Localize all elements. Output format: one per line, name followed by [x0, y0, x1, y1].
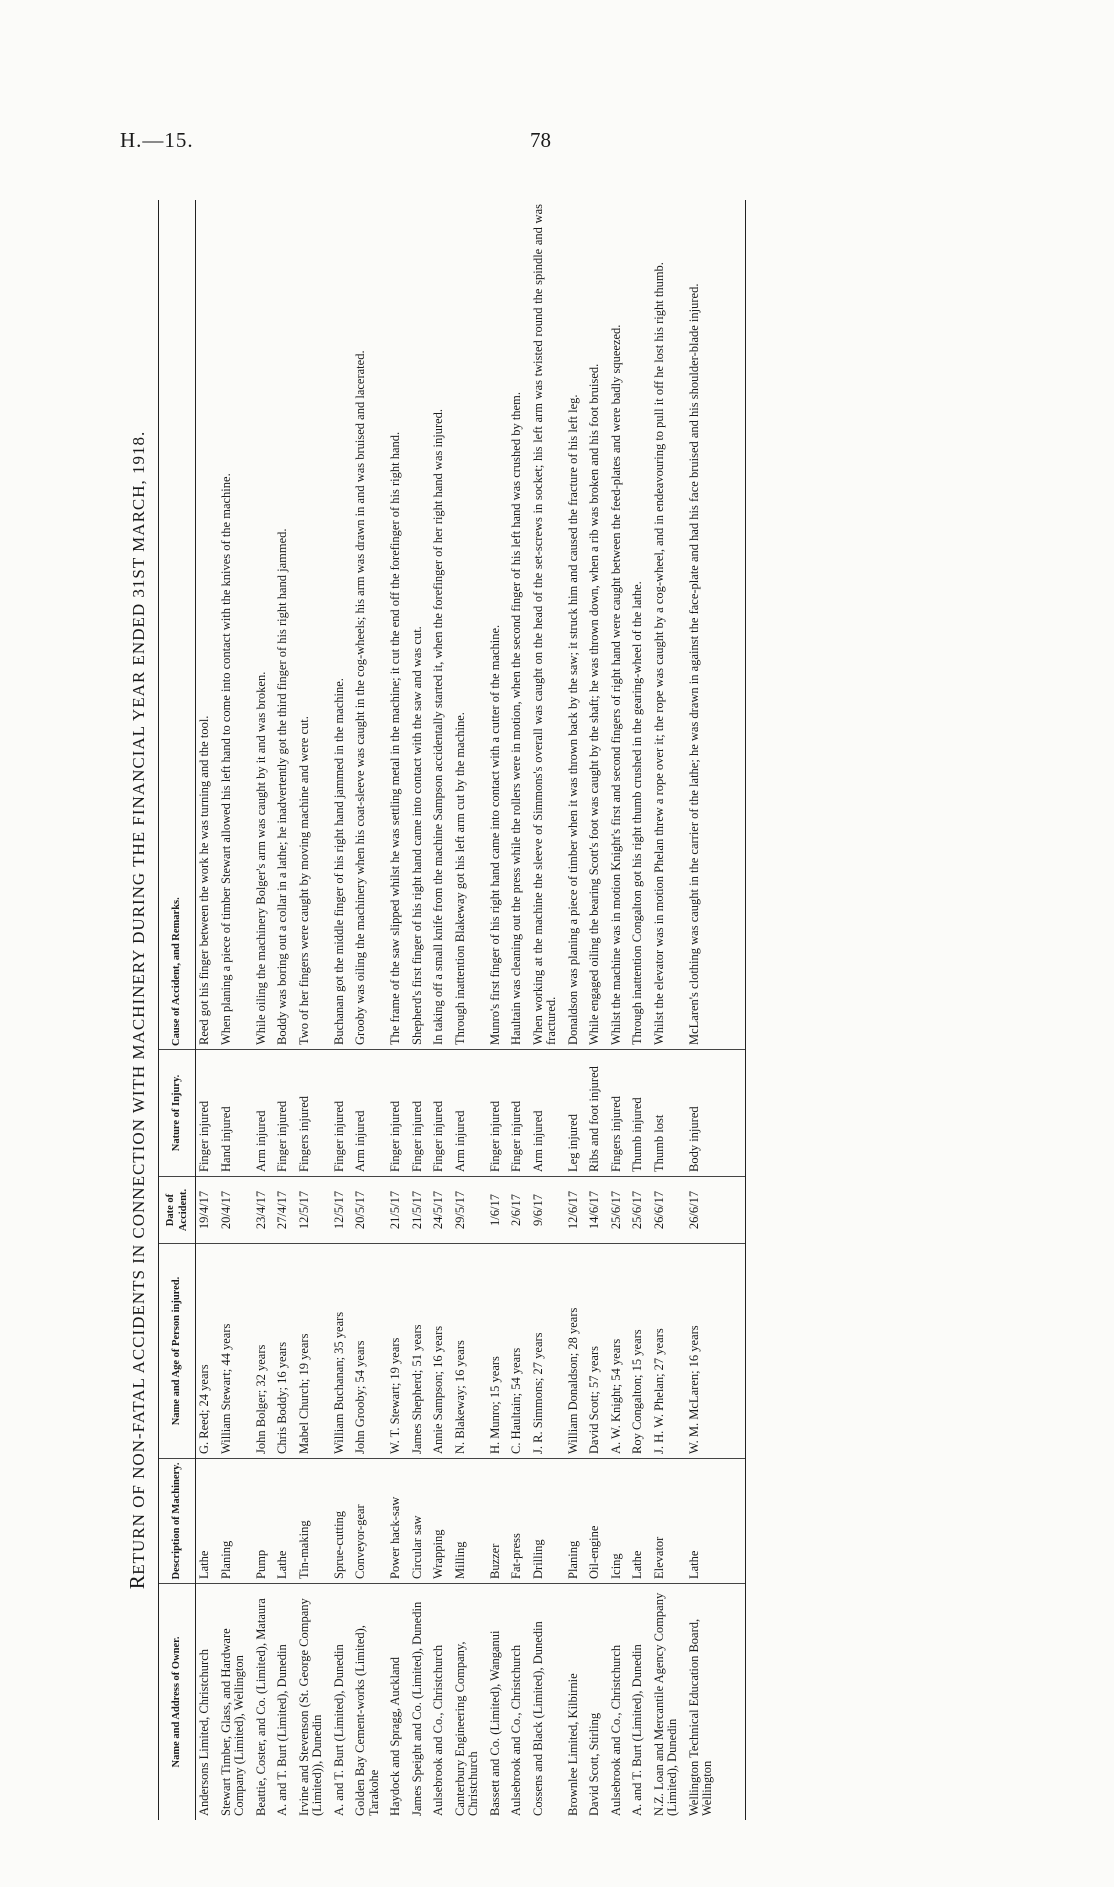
machinery-cell: Sprue-cutting: [331, 1459, 353, 1584]
person-cell: W. M. McLaren; 16 years: [686, 1244, 746, 1459]
date-cell: 21/5/17: [387, 1177, 409, 1244]
date-cell: 29/5/17: [452, 1177, 487, 1244]
date-cell: 12/5/17: [296, 1177, 331, 1244]
cause-cell: Munro's first finger of his right hand came into contact with a cutter of the machine.: [487, 200, 509, 1050]
table-row: [253, 200, 275, 1820]
cause-cell: Haultain was cleaning out the press while the rollers were in motion, when the second finger of his left hand was crushed by them.: [508, 200, 530, 1050]
table-row: [508, 200, 530, 1820]
person-cell: W. T. Stewart; 19 years: [387, 1244, 409, 1459]
owner-cell: Aulsebrook and Co., Christchurch: [608, 1644, 623, 1816]
cause-cell: Whilst the machine was in motion Knight's first and second fingers of right hand were caught between the feed-plates and were badly squeezed.: [608, 200, 630, 1050]
owner-cell: Brownlee Limited, Kilbirnie: [565, 1673, 580, 1816]
date-cell: 20/4/17: [218, 1177, 253, 1244]
accidents-table: [158, 200, 746, 1820]
date-cell: 24/5/17: [430, 1177, 452, 1244]
machinery-cell: Fat-press: [508, 1459, 530, 1584]
table-row: [274, 200, 296, 1820]
cause-cell: Grooby was oiling the machinery when his coat-sleeve was caught in the cog-wheels; his arm was drawn in and was bruised and lacerated.: [352, 200, 387, 1050]
table-row: [352, 200, 387, 1820]
cause-cell: In taking off a small knife from the machine Sampson accidentally started it, when the forefinger of her right hand was injured.: [430, 200, 452, 1050]
nature-cell: Fingers injured: [296, 1050, 331, 1177]
title-lead: R: [125, 1574, 149, 1590]
table-row: [586, 200, 608, 1820]
person-cell: Chris Boddy; 16 years: [274, 1244, 296, 1459]
cause-cell: Shepherd's first finger of his right hand came into contact with the saw and was cut.: [409, 200, 431, 1050]
table-row: [651, 200, 686, 1820]
date-cell: 14/6/17: [586, 1177, 608, 1244]
owner-cell: Cossens and Black (Limited), Dunedin: [530, 1621, 545, 1816]
person-cell: C. Haultain; 54 years: [508, 1244, 530, 1459]
person-cell: James Shepherd; 51 years: [409, 1244, 431, 1459]
person-cell: A. W. Knight; 54 years: [608, 1244, 630, 1459]
owner-cell: A. and T. Burt (Limited), Dunedin: [331, 1644, 346, 1816]
machinery-cell: Lathe: [196, 1459, 218, 1584]
date-cell: 19/4/17: [196, 1177, 218, 1244]
rotated-table-block: [120, 200, 950, 1820]
nature-cell: Arm injured: [352, 1050, 387, 1177]
machinery-cell: Tin-making: [296, 1459, 331, 1584]
machinery-cell: Drilling: [530, 1459, 565, 1584]
nature-cell: Leg injured: [565, 1050, 587, 1177]
machinery-cell: Wrapping: [430, 1459, 452, 1584]
table-row: [409, 200, 431, 1820]
nature-cell: Finger injured: [487, 1050, 509, 1177]
date-cell: 26/6/17: [651, 1177, 686, 1244]
date-cell: 26/6/17: [686, 1177, 746, 1244]
owner-cell: Wellington Technical Education Board, Wellington: [686, 1584, 746, 1821]
date-cell: 20/5/17: [352, 1177, 387, 1244]
owner-cell: James Speight and Co. (Limited), Dunedin: [409, 1601, 424, 1816]
nature-cell: Arm injured: [452, 1050, 487, 1177]
nature-cell: Finger injured: [196, 1050, 218, 1177]
owner-cell: N.Z. Loan and Mercantile Agency Company (Limited), Dunedin: [651, 1592, 679, 1816]
page-number: 78: [530, 128, 551, 152]
nature-cell: Arm injured: [253, 1050, 275, 1177]
nature-cell: Thumb lost: [651, 1050, 686, 1177]
machinery-cell: Milling: [452, 1459, 487, 1584]
date-cell: 23/4/17: [253, 1177, 275, 1244]
machinery-cell: Elevator: [651, 1459, 686, 1584]
nature-cell: Thumb injured: [629, 1050, 651, 1177]
machinery-cell: Power hack-saw: [387, 1459, 409, 1584]
table-row: [218, 200, 253, 1820]
nature-cell: Body injured: [686, 1050, 746, 1177]
person-cell: Annie Sampson; 16 years: [430, 1244, 452, 1459]
nature-cell: Fingers injured: [608, 1050, 630, 1177]
col-owner-header: Name and Address of Owner.: [159, 1584, 196, 1821]
person-cell: John Grooby; 54 years: [352, 1244, 387, 1459]
cause-cell: When planing a piece of timber Stewart allowed his left hand to come into contact with the knives of the machine.: [218, 200, 253, 1050]
cause-cell: Buchanan got the middle finger of his right hand jammed in the machine.: [331, 200, 353, 1050]
person-cell: William Donaldson; 28 years: [565, 1244, 587, 1459]
col-nature-header: Nature of Injury.: [159, 1050, 196, 1177]
date-cell: 27/4/17: [274, 1177, 296, 1244]
col-person-header: Name and Age of Person injured.: [159, 1244, 196, 1459]
machinery-cell: Planing: [565, 1459, 587, 1584]
nature-cell: Arm injured: [530, 1050, 565, 1177]
title-text: ETURN OF NON-FATAL ACCIDENTS IN CONNECTION WITH MACHINERY DURING THE FINANCIAL YEAR ENDED 31ST MARCH, 1918.: [129, 430, 148, 1575]
cause-cell: Whilst the elevator was in motion Phelan threw a rope over it; the rope was caught by a cog-wheel, and in endeavouring to pull it off he lost his right thumb.: [651, 200, 686, 1050]
owner-cell: Golden Bay Cement-works (Limited), Tarakohe: [353, 1625, 381, 1816]
table-row: [196, 200, 218, 1820]
person-cell: J. H. W. Phelan; 27 years: [651, 1244, 686, 1459]
table-row: [530, 200, 565, 1820]
person-cell: J. R. Simmons; 27 years: [530, 1244, 565, 1459]
machinery-cell: Lathe: [274, 1459, 296, 1584]
table-title: [120, 200, 154, 1820]
table-row: [430, 200, 452, 1820]
table-body: [196, 200, 746, 1820]
person-cell: William Stewart; 44 years: [218, 1244, 253, 1459]
owner-cell: Bassett and Co. (Limited), Wanganui: [487, 1630, 502, 1816]
machinery-cell: Lathe: [629, 1459, 651, 1584]
cause-cell: While engaged oiling the bearing Scott's foot was caught by the shaft; he was thrown down, when a rib was broken and his foot bruised.: [586, 200, 608, 1050]
person-cell: G. Reed; 24 years: [196, 1244, 218, 1459]
date-cell: 12/6/17: [565, 1177, 587, 1244]
table-row: [487, 200, 509, 1820]
table-row: [608, 200, 630, 1820]
owner-cell: Stewart Timber, Glass, and Hardware Company (Limited), Wellington: [218, 1628, 246, 1816]
table-row: [565, 200, 587, 1820]
person-cell: H. Munro; 15 years: [487, 1244, 509, 1459]
cause-cell: Two of her fingers were caught by moving machine and were cut.: [296, 200, 331, 1050]
person-cell: John Bolger; 32 years: [253, 1244, 275, 1459]
owner-cell: A. and T. Burt (Limited), Dunedin: [630, 1644, 644, 1816]
table-row: [331, 200, 353, 1820]
cause-cell: Through inattention Blakeway got his left arm cut by the machine.: [452, 200, 487, 1050]
machinery-cell: Icing: [608, 1459, 630, 1584]
owner-cell: Aulsebrook and Co., Christchurch: [431, 1644, 445, 1816]
machinery-cell: Lathe: [686, 1459, 746, 1584]
owner-cell: Aulsebrook and Co., Christchurch: [509, 1644, 523, 1816]
machinery-cell: Conveyor-gear: [352, 1459, 387, 1584]
owner-cell: Beattie, Coster, and Co. (Limited), Mataura: [253, 1598, 268, 1816]
machinery-cell: Circular saw: [409, 1459, 431, 1584]
owner-cell: A. and T. Burt (Limited), Dunedin: [275, 1644, 289, 1816]
owner-cell: Andersons Limited, Christchurch: [197, 1649, 211, 1816]
cause-cell: Reed got his finger between the work he was turning and the tool.: [196, 200, 218, 1050]
table-row: [387, 200, 409, 1820]
owner-cell: Canterbury Engineering Company, Christchurch: [452, 1641, 480, 1816]
nature-cell: Ribs and foot injured: [586, 1050, 608, 1177]
nature-cell: Finger injured: [409, 1050, 431, 1177]
nature-cell: Finger injured: [508, 1050, 530, 1177]
cause-cell: The frame of the saw slipped whilst he was settling metal in the machine; it cut the end off the forefinger of his right hand.: [387, 200, 409, 1050]
owner-cell: Haydock and Spragg, Auckland: [388, 1657, 402, 1816]
owner-cell: David Scott, Stirling: [587, 1712, 601, 1816]
col-machinery-header: Description of Machinery.: [159, 1459, 196, 1584]
machinery-cell: Pump: [253, 1459, 275, 1584]
date-cell: 25/6/17: [629, 1177, 651, 1244]
header-row: [159, 200, 196, 1820]
document-code: H.—15.: [120, 128, 194, 152]
date-cell: 2/6/17: [508, 1177, 530, 1244]
table-row: [296, 200, 331, 1820]
owner-cell: Irvine and Stevenson (St. George Company (Limited)), Dunedin: [296, 1598, 324, 1816]
nature-cell: Finger injured: [331, 1050, 353, 1177]
cause-cell: Through inattention Congalton got his right thumb crushed in the gearing-wheel of the lathe.: [629, 200, 651, 1050]
person-cell: Mabel Church; 19 years: [296, 1244, 331, 1459]
machinery-cell: Buzzer: [487, 1459, 509, 1584]
col-cause-header: Cause of Accident, and Remarks.: [159, 200, 196, 1050]
machinery-cell: Oil-engine: [586, 1459, 608, 1584]
col-date-header: Date of Accident.: [159, 1177, 196, 1244]
date-cell: 21/5/17: [409, 1177, 431, 1244]
machinery-cell: Planing: [218, 1459, 253, 1584]
cause-cell: When working at the machine the sleeve of Simmons's overall was caught on the head of the set-screws in socket; his left arm was twisted round the spindle and was fractured.: [530, 200, 565, 1050]
date-cell: 1/6/17: [487, 1177, 509, 1244]
table-row: [686, 200, 746, 1820]
date-cell: 9/6/17: [530, 1177, 565, 1244]
nature-cell: Finger injured: [274, 1050, 296, 1177]
nature-cell: Hand injured: [218, 1050, 253, 1177]
date-cell: 12/5/17: [331, 1177, 353, 1244]
table-row: [629, 200, 651, 1820]
nature-cell: Finger injured: [387, 1050, 409, 1177]
table-row: [452, 200, 487, 1820]
person-cell: Roy Congalton; 15 years: [629, 1244, 651, 1459]
person-cell: N. Blakeway; 16 years: [452, 1244, 487, 1459]
cause-cell: Donaldson was planing a piece of timber when it was thrown back by the saw; it struck him and caused the fracture of his left leg.: [565, 200, 587, 1050]
cause-cell: Boddy was boring out a collar in a lathe; he inadvertently got the third finger of his right hand jammed.: [274, 200, 296, 1050]
nature-cell: Finger injured: [430, 1050, 452, 1177]
date-cell: 25/6/17: [608, 1177, 630, 1244]
cause-cell: While oiling the machinery Bolger's arm was caught by it and was broken.: [253, 200, 275, 1050]
person-cell: David Scott; 57 years: [586, 1244, 608, 1459]
person-cell: William Buchanan; 35 years: [331, 1244, 353, 1459]
cause-cell: McLaren's clothing was caught in the carrier of the lathe; he was drawn in against the face-plate and had his face bruised and his shoulder-blade injured.: [686, 200, 746, 1050]
